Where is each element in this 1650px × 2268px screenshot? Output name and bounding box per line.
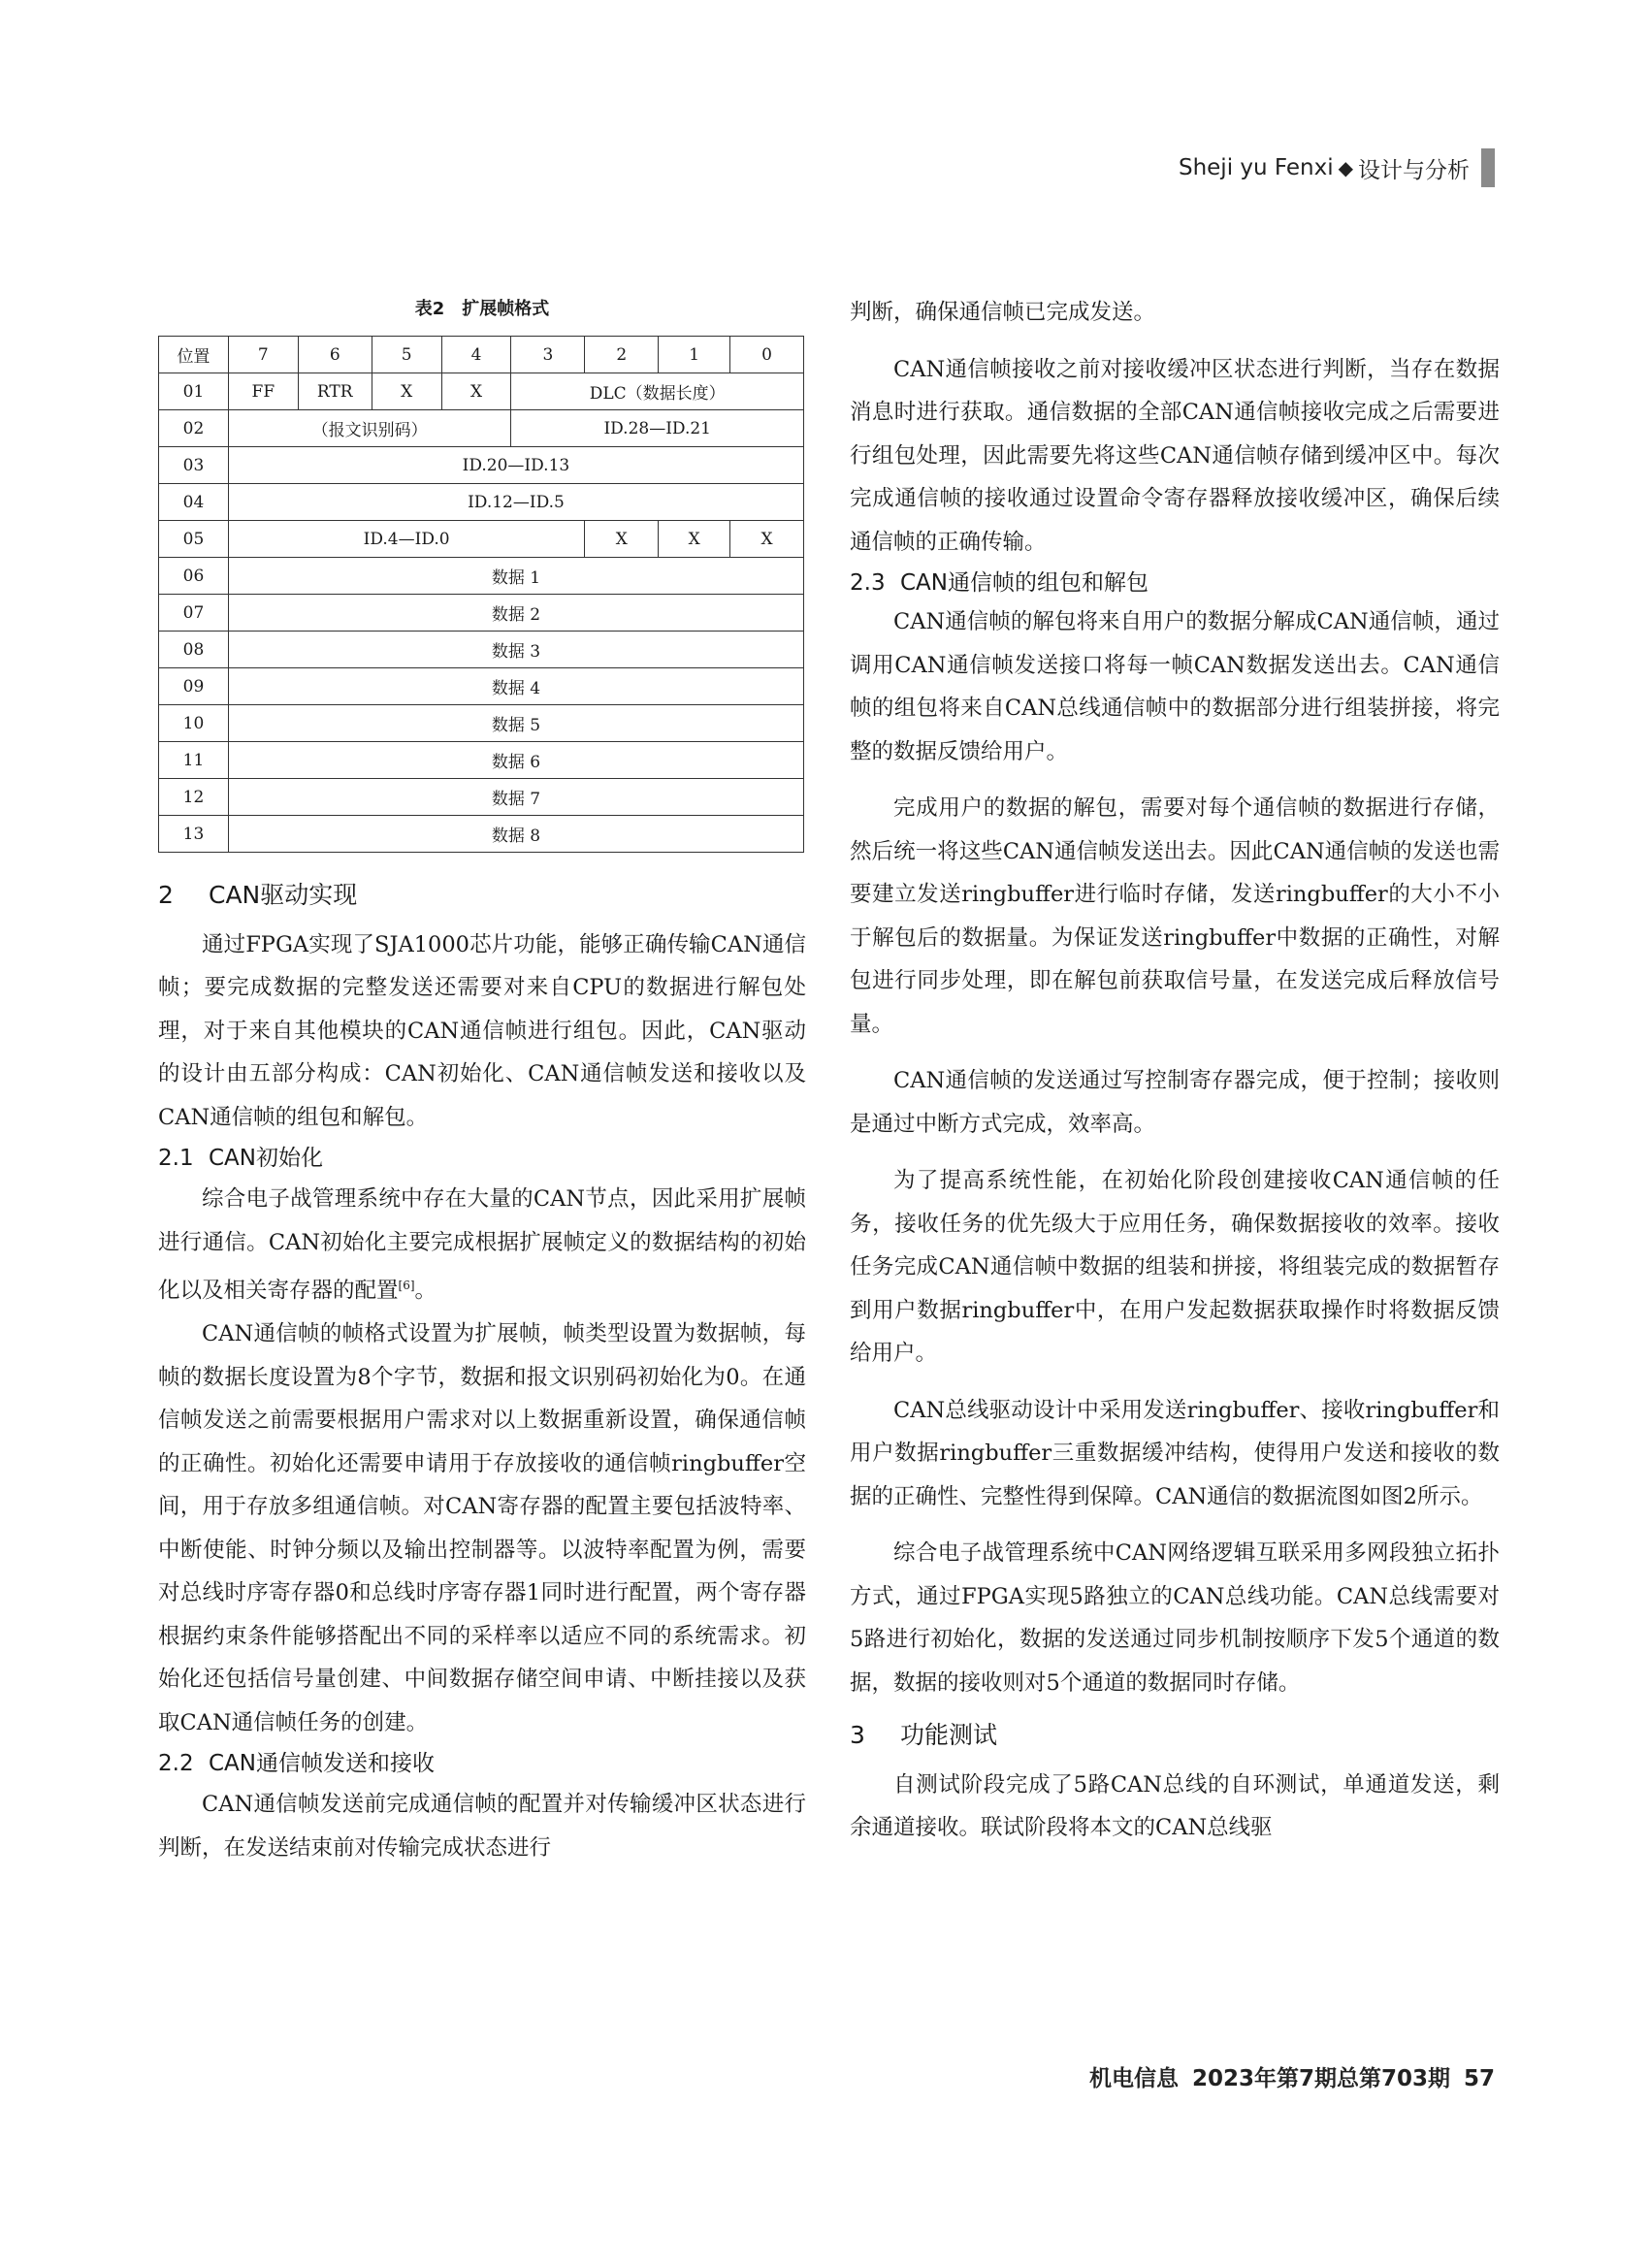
- paragraph: CAN通信帧的解包将来自用户的数据分解成CAN通信帧，通过调用CAN通信帧发送接口将每一帧CAN数据发送出去。CAN通信帧的组包将来自CAN总线通信帧中的数据部分进行组装拼接，将完整的数据反馈给用户。: [850, 609, 1500, 764]
- table-cell: 0: [730, 337, 804, 373]
- table-cell: DLC（数据长度）: [511, 373, 804, 410]
- table-cell: RTR: [298, 373, 372, 410]
- table-row: [159, 558, 804, 595]
- right-column: [850, 291, 1500, 1850]
- table-cell: 04: [159, 484, 229, 521]
- table-row: [159, 521, 804, 558]
- table-cell: X: [659, 521, 730, 558]
- table-cell: 位置: [159, 337, 229, 373]
- paragraph: 为了提高系统性能，在初始化阶段创建接收CAN通信帧的任务，接收任务的优先级大于应用任务，确保数据接收的效率。接收任务完成CAN通信帧中数据的组装和拼接，将组装完成的数据暂存到用户数据ringbuffer中，在用户发起数据获取操作时将数据反馈给用户。: [850, 1168, 1500, 1367]
- section-title: CAN驱动实现: [209, 881, 358, 909]
- section-heading: [158, 880, 806, 912]
- table-cell: 3: [511, 337, 585, 373]
- paragraph: 自测试阶段完成了5路CAN总线的自环测试，单通道发送，剩余通道接收。联试阶段将本文的CAN总线驱: [850, 1771, 1500, 1841]
- journal-name: 机电信息: [1088, 2066, 1179, 2091]
- subsection-heading: [850, 567, 1500, 599]
- subsection-number: 2.2: [158, 1751, 194, 1777]
- table-header-row: [159, 337, 804, 373]
- subsection-heading: [158, 1748, 806, 1779]
- table-cell: 2: [585, 337, 659, 373]
- table-row: [159, 595, 804, 632]
- table-row: [159, 742, 804, 779]
- diamond-icon: ◆: [1338, 156, 1353, 179]
- paragraph: CAN通信帧的发送通过写控制寄存器完成，便于控制；接收则是通过中断方式完成，效率高。: [850, 1068, 1500, 1137]
- table-row: [159, 632, 804, 668]
- extended-frame-table: [158, 336, 804, 853]
- table-cell: 4: [441, 337, 511, 373]
- table-cell: X: [730, 521, 804, 558]
- paragraph: CAN通信帧发送前完成通信帧的配置并对传输缓冲区状态进行判断，在发送结束前对传输完成状态进行: [158, 1792, 806, 1861]
- table-cell: 10: [159, 705, 229, 742]
- table-row: [159, 373, 804, 410]
- paragraph: CAN通信帧的帧格式设置为扩展帧，帧类型设置为数据帧，每帧的数据长度设置为8个字节，数据和报文识别码初始化为0。在通信帧发送之前需要根据用户需求对以上数据重新设置，确保通信帧的正确性。初始化还需要申请用于存放接收的通信帧ringbuffer空间，用于存放多组通信帧。对CAN寄存器的配置主要包括波特率、中断使能、时钟分频以及输出控制器等。以波特率配置为例，需要对总线时序寄存器0和总线时序寄存器1同时进行配置，两个寄存器根据约束条件能够搭配出不同的采样率以适应不同的系统需求。初始化还包括信号量创建、中间数据存储空间申请、中断挂接以及获取CAN通信帧任务的创建。: [158, 1321, 806, 1735]
- table-cell: 数据 6: [228, 742, 803, 779]
- section-number: 2: [158, 881, 174, 909]
- table-row: [159, 779, 804, 816]
- table-cell: 6: [298, 337, 372, 373]
- table-cell: 7: [228, 337, 298, 373]
- table-cell: 12: [159, 779, 229, 816]
- subsection-heading: [158, 1143, 806, 1174]
- section-number: 3: [850, 1721, 865, 1750]
- header-section: 设计与分析: [1358, 157, 1470, 183]
- citation-ref: [6]: [398, 1279, 415, 1293]
- subsection-title: CAN通信帧的组包和解包: [900, 570, 1149, 596]
- table-cell: 数据 1: [228, 558, 803, 595]
- paragraph-text: 综合电子战管理系统中存在大量的CAN节点，因此采用扩展帧进行通信。CAN初始化主要完成根据扩展帧定义的数据结构的初始化以及相关寄存器的配置: [158, 1186, 806, 1304]
- table-cell: X: [441, 373, 511, 410]
- subsection-number: 2.3: [850, 570, 886, 596]
- table-cell: 数据 4: [228, 668, 803, 705]
- subsection-title: CAN通信帧发送和接收: [209, 1751, 435, 1777]
- table-cell: 5: [372, 337, 441, 373]
- paragraph: [158, 1178, 806, 1312]
- header-bar: [1481, 148, 1495, 187]
- table-cell: FF: [228, 373, 298, 410]
- section-heading: [850, 1720, 1500, 1752]
- issue-info: 2023年第7期总第703期: [1191, 2066, 1450, 2091]
- page-number: 57: [1463, 2066, 1495, 2091]
- table-cell: 数据 3: [228, 632, 803, 668]
- table-row: [159, 816, 804, 853]
- table-row: [159, 410, 804, 447]
- subsection-number: 2.1: [158, 1146, 194, 1171]
- table-caption: 表2 扩展帧格式: [414, 299, 550, 319]
- header-latin: Sheji yu Fenxi: [1178, 155, 1334, 180]
- paragraph: 通过FPGA实现了SJA1000芯片功能，能够正确传输CAN通信帧；要完成数据的完整发送还需要对来自CPU的数据进行解包处理，对于来自其他模块的CAN通信帧进行组包。因此，CAN驱动的设计由五部分构成：CAN初始化、CAN通信帧发送和接收以及CAN通信帧的组包和解包。: [158, 931, 806, 1130]
- page-footer: [1076, 2060, 1495, 2092]
- table-cell: 1: [659, 337, 730, 373]
- left-column: [158, 291, 806, 1869]
- paragraph: CAN通信帧接收之前对接收缓冲区状态进行判断，当存在数据消息时进行获取。通信数据的全部CAN通信帧接收完成之后需要进行组包处理，因此需要先将这些CAN通信帧存储到缓冲区中。每次完成通信帧的接收通过设置命令寄存器释放接收缓冲区，确保后续通信帧的正确传输。: [850, 356, 1500, 555]
- table-cell: 08: [159, 632, 229, 668]
- table-cell: （报文识别码）: [228, 410, 511, 447]
- running-header: [1179, 148, 1495, 187]
- table-cell: 03: [159, 447, 229, 484]
- table-cell: 06: [159, 558, 229, 595]
- table-cell: 13: [159, 816, 229, 853]
- table-cell: 05: [159, 521, 229, 558]
- table-cell: X: [372, 373, 441, 410]
- paragraph: 综合电子战管理系统中CAN网络逻辑互联采用多网段独立拓扑方式，通过FPGA实现5路独立的CAN总线功能。CAN总线需要对5路进行初始化，数据的发送通过同步机制按顺序下发5个通道的数据，数据的接收则对5个通道的数据同时存储。: [850, 1540, 1500, 1696]
- table-cell: 02: [159, 410, 229, 447]
- table-cell: 数据 7: [228, 779, 803, 816]
- table-cell: ID.12—ID.5: [228, 484, 803, 521]
- table-cell: 数据 8: [228, 816, 803, 853]
- paragraph: 判断，确保通信帧已完成发送。: [850, 300, 1156, 325]
- table-row: [159, 484, 804, 521]
- table-row: [159, 447, 804, 484]
- table-cell: ID.28—ID.21: [511, 410, 804, 447]
- table-cell: ID.20—ID.13: [228, 447, 803, 484]
- table-cell: ID.4—ID.0: [228, 521, 584, 558]
- subsection-title: CAN初始化: [209, 1146, 323, 1171]
- section-title: 功能测试: [900, 1721, 998, 1750]
- table-row: [159, 668, 804, 705]
- table-cell: 09: [159, 668, 229, 705]
- table-cell: 数据 2: [228, 595, 803, 632]
- paragraph: CAN总线驱动设计中采用发送ringbuffer、接收ringbuffer和用户数据ringbuffer三重数据缓冲结构，使得用户发送和接收的数据的正确性、完整性得到保障。CAN通信的数据流图如图2所示。: [850, 1397, 1500, 1509]
- table-cell: X: [585, 521, 659, 558]
- table-cell: 01: [159, 373, 229, 410]
- table-cell: 数据 5: [228, 705, 803, 742]
- table-cell: 11: [159, 742, 229, 779]
- table-row: [159, 705, 804, 742]
- paragraph: 完成用户的数据的解包，需要对每个通信帧的数据进行存储，然后统一将这些CAN通信帧发送出去。因此CAN通信帧的发送也需要建立发送ringbuffer进行临时存储，发送ringbuffer的大小不小于解包后的数据量。为保证发送ringbuffer中数据的正确性，对解包进行同步处理，即在解包前获取信号量，在发送完成后释放信号量。: [850, 795, 1500, 1037]
- table-cell: 07: [159, 595, 229, 632]
- paragraph-text: 。: [414, 1278, 437, 1304]
